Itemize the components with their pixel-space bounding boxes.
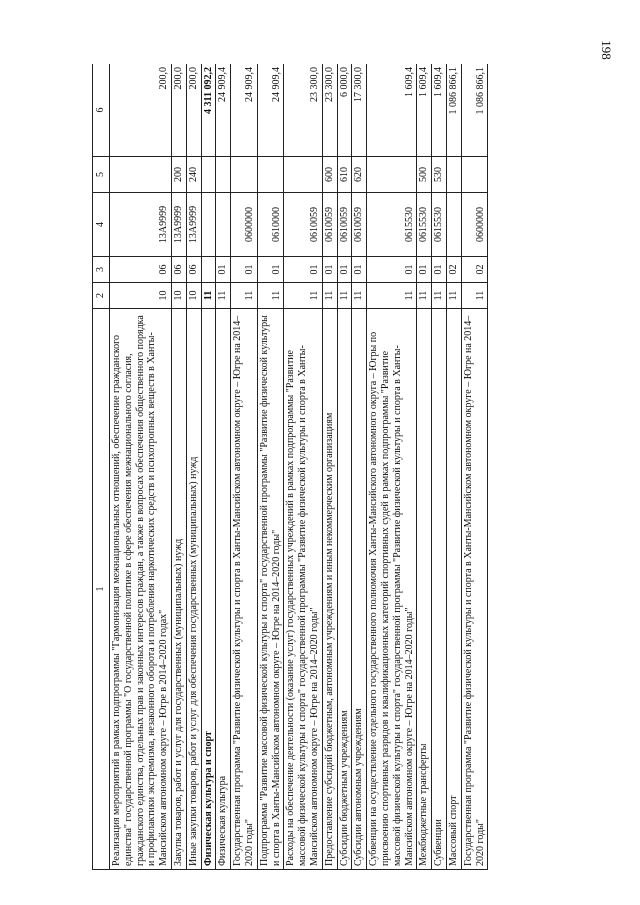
row-name: Физическая культура: [216, 309, 231, 870]
target-article-code: 0610000: [257, 193, 284, 257]
amount: 1 609,4: [417, 64, 432, 157]
table-row: [231, 64, 258, 870]
row-name: Государственная программа "Развитие физической культуры и спорта в Ханты-Мансийском автономном округе – Югре на 2014–2020 годы": [231, 309, 258, 870]
section-code: 11: [367, 283, 417, 309]
amount: 24 909,4: [231, 64, 258, 157]
header-col-1: 1: [93, 309, 110, 870]
subsection-code: 01: [284, 257, 322, 283]
target-article-code: 0610059: [352, 193, 367, 257]
header-row: [93, 64, 110, 870]
expense-type-code: [446, 157, 461, 193]
section-code: 11: [231, 283, 258, 309]
section-code: 11: [322, 283, 337, 309]
table-row: [216, 64, 231, 870]
subsection-code: 06: [186, 257, 201, 283]
expense-type-code: 500: [417, 157, 432, 193]
expense-type-code: [110, 157, 172, 193]
expense-type-code: [216, 157, 231, 193]
section-code: 11: [461, 283, 488, 309]
target-article-code: 0615530: [417, 193, 432, 257]
amount: 23 300,0: [284, 64, 322, 157]
subsection-code: 01: [417, 257, 432, 283]
amount: 24 909,4: [216, 64, 231, 157]
target-article-code: 0610059: [337, 193, 352, 257]
row-name: Реализация мероприятий в рамках подпрограммы "Гармонизация межнациональных отношений, обеспечение гражданского единства" государственной программы "О государственной политике в сфере обеспечения межнационального согласия, гражданского единства, отдельных прав и законных интересов граждан, а также в вопросах обеспечения общественного порядка и профилактики экстремизма, незаконного оборота и потребления наркотических средств и психотропных веществ в Ханты-Мансийском автономном округе – Югре в 2014–2020 годах": [110, 309, 172, 870]
header-col-4: 4: [93, 193, 110, 257]
rotated-table-container: [92, 64, 572, 870]
amount: 1 609,4: [432, 64, 447, 157]
row-name: Предоставление субсидий бюджетным, автономным учреждениям и иным некоммерческим организациям: [322, 309, 337, 870]
subsection-code: 01: [337, 257, 352, 283]
subsection-code: 06: [110, 257, 172, 283]
section-code: 11: [257, 283, 284, 309]
target-article-code: [216, 193, 231, 257]
section-code: 11: [201, 283, 216, 309]
section-code: 10: [110, 283, 172, 309]
expense-type-code: 530: [432, 157, 447, 193]
table-row: [257, 64, 284, 870]
subsection-code: 01: [367, 257, 417, 283]
amount: 1 609,4: [367, 64, 417, 157]
table-row: [284, 64, 322, 870]
table-row: [417, 64, 432, 870]
amount: 1 086 866,1: [461, 64, 488, 157]
section-code: 10: [171, 283, 186, 309]
amount: 1 086 866,1: [446, 64, 461, 157]
row-name: Субсидии бюджетным учреждениям: [337, 309, 352, 870]
target-article-code: 0600000: [461, 193, 488, 257]
page-number: 198: [598, 40, 614, 60]
expense-type-code: 610: [337, 157, 352, 193]
target-article-code: 0610059: [284, 193, 322, 257]
section-code: 11: [352, 283, 367, 309]
amount: 24 909,4: [257, 64, 284, 157]
table-row: [171, 64, 186, 870]
section-code: 11: [284, 283, 322, 309]
table-body: [110, 64, 488, 870]
table-row: [352, 64, 367, 870]
expense-type-code: 600: [322, 157, 337, 193]
target-article-code: 13А9999: [171, 193, 186, 257]
target-article-code: 0615530: [432, 193, 447, 257]
table-row: [446, 64, 461, 870]
amount: 4 311 092,2: [201, 64, 216, 157]
subsection-code: 01: [322, 257, 337, 283]
table-row: [337, 64, 352, 870]
target-article-code: 0615530: [367, 193, 417, 257]
expense-type-code: [231, 157, 258, 193]
expense-type-code: [257, 157, 284, 193]
table-row: [186, 64, 201, 870]
amount: 17 300,0: [352, 64, 367, 157]
section-code: 11: [337, 283, 352, 309]
target-article-code: [201, 193, 216, 257]
section-code: 11: [446, 283, 461, 309]
header-col-3: 3: [93, 257, 110, 283]
row-name: Расходы на обеспечение деятельности (оказание услуг) государственных учреждений в рамках подпрограммы "Развитие массовой физической культуры и спорта" государственной программы "Развитие физической культуры и спорта в Ханты-Мансийском автономном округе – Югре на 2014–2020 годы": [284, 309, 322, 870]
expense-type-code: [201, 157, 216, 193]
subsection-code: 01: [432, 257, 447, 283]
expense-type-code: 620: [352, 157, 367, 193]
budget-table: [92, 64, 488, 870]
row-name: Физическая культура и спорт: [201, 309, 216, 870]
row-name: Субвенции: [432, 309, 447, 870]
target-article-code: 0600000: [231, 193, 258, 257]
table-row: [461, 64, 488, 870]
expense-type-code: 240: [186, 157, 201, 193]
table-row: [322, 64, 337, 870]
subsection-code: 01: [216, 257, 231, 283]
amount: 200,0: [110, 64, 172, 157]
row-name: Закупка товаров, работ и услуг для государственных (муниципальных) нужд: [171, 309, 186, 870]
amount: 23 300,0: [322, 64, 337, 157]
section-code: 10: [186, 283, 201, 309]
subsection-code: [201, 257, 216, 283]
section-code: 11: [216, 283, 231, 309]
section-code: 11: [432, 283, 447, 309]
table-row: [110, 64, 172, 870]
amount: 6 000,0: [337, 64, 352, 157]
header-col-5: 5: [93, 157, 110, 193]
subsection-code: 02: [446, 257, 461, 283]
subsection-code: 06: [171, 257, 186, 283]
target-article-code: [446, 193, 461, 257]
expense-type-code: [461, 157, 488, 193]
subsection-code: 01: [257, 257, 284, 283]
target-article-code: 13А9999: [186, 193, 201, 257]
row-name: Государственная программа "Развитие физической культуры и спорта в Ханты-Мансийском автономном округе – Югре на 2014–2020 годы": [461, 309, 488, 870]
header-col-6: 6: [93, 64, 110, 157]
section-code: 11: [417, 283, 432, 309]
subsection-code: 02: [461, 257, 488, 283]
expense-type-code: [284, 157, 322, 193]
expense-type-code: [367, 157, 417, 193]
row-name: Межбюджетные трансферты: [417, 309, 432, 870]
row-name: Субвенции на осуществление отдельного государственного полномочия Ханты-Мансийского автономного округа – Югры по присвоению спортивных разрядов и квалификационных категорий спортивных судей в рамках подпрограммы "Развитие массовой физической культуры и спорта" государственной программы "Развитие физической культуры и спорта в Ханты-Мансийском автономном округе – Югре на 2014–2020 годы": [367, 309, 417, 870]
table-viewport: [92, 64, 572, 870]
table-row: [367, 64, 417, 870]
target-article-code: 13А9999: [110, 193, 172, 257]
subsection-code: 01: [352, 257, 367, 283]
subsection-code: 01: [231, 257, 258, 283]
row-name: Иные закупки товаров, работ и услуг для обеспечения государственных (муниципальных) нужд: [186, 309, 201, 870]
row-name: Субсидии автономным учреждениям: [352, 309, 367, 870]
header-col-2: 2: [93, 283, 110, 309]
amount: 200,0: [186, 64, 201, 157]
amount: 200,0: [171, 64, 186, 157]
table-row: [201, 64, 216, 870]
row-name: Подпрограмма "Развитие массовой физической культуры и спорта" государственной программы "Развитие физической культуры и спорта в Ханты-Мансийском автономном округе – Югре на 2014–2020 годы": [257, 309, 284, 870]
row-name: Массовый спорт: [446, 309, 461, 870]
target-article-code: 0610059: [322, 193, 337, 257]
expense-type-code: 200: [171, 157, 186, 193]
table-row: [432, 64, 447, 870]
